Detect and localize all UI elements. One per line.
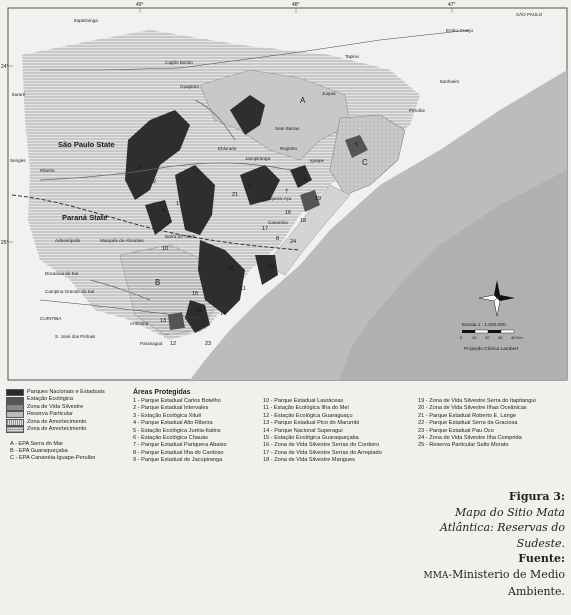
legend-categories <box>6 389 128 462</box>
area-number: 16 <box>285 210 292 216</box>
area-item: 11 - Estação Ecológica Ilha do Mel <box>263 405 349 412</box>
area-number: 1 <box>176 201 180 207</box>
figure-title-line: Mapa do Sitio Mata <box>455 505 565 519</box>
city-label: Juquiá <box>322 91 336 96</box>
grid-label-left: 24° <box>1 64 9 70</box>
source-heading: Fuente: <box>518 552 565 565</box>
area-number: 24 <box>290 239 297 245</box>
city-label: S. José dos Pinhais <box>55 334 96 339</box>
city-label: Iguape <box>310 158 325 163</box>
legend-label: Zona de Vida Silvestre <box>27 403 84 410</box>
scale-tick: 30 <box>498 335 503 340</box>
zone-letter-c: C <box>362 158 368 167</box>
legend-row <box>6 404 128 411</box>
area-number: 17 <box>262 226 269 232</box>
scale-tick: 40 Km <box>511 335 523 340</box>
city-label: Eldorado <box>218 146 237 151</box>
epa-list <box>6 441 128 462</box>
city-label: Capão Bonito <box>165 60 193 65</box>
zone-letter-b: B <box>155 278 161 287</box>
city-label: Paranaguá <box>140 341 163 346</box>
area-item: 14 - Parque Nacional Superagui <box>263 427 343 434</box>
city-label: Sete Barras <box>275 126 300 131</box>
area-item: 5 - Estação Ecológica Juréia-Itatins <box>133 427 221 434</box>
area-number: 23 <box>205 341 212 347</box>
city-label: Pariquera-Açu <box>262 196 292 201</box>
area-number: 19 <box>315 196 322 202</box>
scale-tick: 10 <box>472 335 477 340</box>
figure-number: Figura 3: <box>508 490 565 503</box>
area-item: 15 - Estação Ecológica Guaraqueçaba <box>263 435 359 442</box>
state-label-sp: São Paulo State <box>58 140 115 149</box>
area-item: 19 - Zona de Vida Silvestre Serra do Itapitangui <box>418 398 536 404</box>
legend-label: Reserva Particular <box>27 411 74 418</box>
city-label: Itararé <box>12 92 26 97</box>
area-item: 17 - Zona de Vida Silvestre Serras do Arrepiado <box>263 449 382 456</box>
city-label: Ribeira <box>40 168 55 173</box>
source-line <box>355 567 565 585</box>
area-item: 23 - Parque Estadual Pau Oco <box>418 427 494 434</box>
areas-column-2 <box>263 398 382 465</box>
area-number: 15 <box>192 291 199 297</box>
city-label: Marquês de Abrantes <box>100 238 144 243</box>
area-item: 13 - Parque Estadual Pico do Marumbi <box>263 420 360 427</box>
area-item: 6 - Estação Ecológica Chauás <box>133 435 208 442</box>
city-label: Itanhaém <box>440 79 460 84</box>
area-item: 9 - Parque Estadual de Jacupiranga <box>133 457 223 464</box>
city-label: Sengés <box>10 158 26 163</box>
scale-text: Escala 1 : 1.000.000 <box>462 323 506 328</box>
city-label: Tapiraí <box>345 54 359 59</box>
area-number: 7 <box>285 189 289 195</box>
legend-label: Zona de Amortecimento <box>27 418 87 425</box>
epa-item: B - EPA Guaraqueçaba <box>10 448 68 455</box>
projection-text: Projeção Cônica Lambert <box>464 347 519 352</box>
city-label: Bocaiúva do Sul <box>45 271 79 276</box>
swatch-gray <box>6 404 24 411</box>
city-label: CURITIBA <box>40 316 62 321</box>
figure-title-line: Atlântica: Reservas do <box>440 521 565 534</box>
city-label: Registro <box>280 146 298 151</box>
legend-label: Parques Nacionais e Estaduais <box>27 389 105 395</box>
city-label: SÃO PAULO <box>516 12 543 17</box>
area-item: 1 - Parque Estadual Carlos Botelho <box>133 398 221 404</box>
scale-tick: 0 <box>460 335 463 340</box>
city-label: Jacupiranga <box>245 156 271 161</box>
area-number: 10 <box>162 246 169 252</box>
grid-label-top: 47° <box>448 2 456 8</box>
areas-title: Áreas Protegidas <box>133 389 191 396</box>
area-item: 2 - Parque Estadual Intervales <box>133 405 209 412</box>
area-number: 5 <box>355 142 359 148</box>
grid-label-left: 25° <box>1 240 9 246</box>
zone-letter-a: A <box>300 96 306 105</box>
city-label: Guapiara <box>180 84 199 89</box>
area-number: 14 <box>220 311 227 317</box>
area-number: 6 <box>304 177 308 183</box>
area-item: 18 - Zona de Vida Silvestre Mangues <box>263 457 355 464</box>
city-label: Antonina <box>130 321 149 326</box>
area-number: 3 <box>162 208 166 214</box>
legend-row <box>6 426 128 433</box>
grid-label-top: 48° <box>292 2 300 8</box>
swatch-dark <box>6 389 24 396</box>
area-item: 10 - Parque Estadual Lauráceas <box>263 398 344 404</box>
area-number: 8 <box>276 236 280 242</box>
legend-row <box>6 396 128 403</box>
area-number: 25 <box>228 266 235 272</box>
area-item: 7 - Parque Estadual Pariquera Abaixo <box>133 442 227 449</box>
epa-item: C - EPA Cananéia-Iguape-Peruíbe <box>10 455 96 462</box>
area-number: 11 <box>240 286 246 292</box>
area-number: 4 <box>138 164 142 170</box>
scale-tick: 20 <box>485 335 490 340</box>
area-number: 13 <box>160 318 167 324</box>
swatch-hatch-vertical <box>6 419 24 426</box>
area-number: 18 <box>300 218 307 224</box>
area-item: 22 - Parque Estadual Serra da Graciosa <box>418 420 518 427</box>
source-abbr: MMA <box>423 570 449 581</box>
area-number: 2 <box>153 179 157 185</box>
areas-column-1 <box>133 398 227 465</box>
epa-item: A - EPA Serra do Mar <box>10 441 64 448</box>
city-label: Embu-Guaçu <box>446 28 474 33</box>
area-number: 22 <box>196 308 203 314</box>
area-item: 24 - Zona de Vida Silvestre Ilha Comprida <box>418 435 522 442</box>
legend-row <box>6 411 128 418</box>
legend-row <box>6 389 128 396</box>
area-item: 21 - Parque Estadual Roberto E. Lange <box>418 412 516 419</box>
city-label: Campina Grande do Sul <box>45 289 95 294</box>
legend-label: Estação Ecológica <box>27 396 74 403</box>
area-item: 8 - Parque Estadual Ilha do Cardoso <box>133 449 224 456</box>
source-line-2: Ambiente. <box>508 585 565 598</box>
city-label: Barra do Turvo <box>165 234 196 239</box>
swatch-hatch-horizontal <box>6 426 24 433</box>
swatch-light <box>6 411 24 418</box>
area-item: 25 - Reserva Particular Salto Morato <box>418 442 509 449</box>
source-text: -Ministerio de Medio <box>448 567 565 581</box>
figure-title-line: Sudeste. <box>516 536 565 550</box>
scale-bar <box>462 330 514 333</box>
area-number: 21 <box>232 192 239 198</box>
area-item: 12 - Estação Ecológica Guaraguaçu <box>263 412 353 419</box>
area-number: 12 <box>170 341 177 347</box>
area-number: 20 <box>268 264 275 270</box>
city-label: Peruíbe <box>409 108 426 113</box>
legend-label: Zona de Amortecimento <box>27 425 87 432</box>
area-item: 4 - Parque Estadual Alto Ribeira <box>133 420 213 427</box>
area-number: 9 <box>248 184 252 190</box>
city-label: Adrianópolis <box>55 238 81 243</box>
area-item: 16 - Zona de Vida Silvestre Serras do Cordeiro <box>263 442 380 449</box>
city-label: Itapetininga <box>74 18 98 23</box>
area-item: 20 - Zona de Vida Silvestre Ilhas Oceânicas <box>418 405 527 412</box>
state-label-pr: Paraná State <box>62 213 108 222</box>
area-item: 3 - Estação Ecológica Xituê <box>133 412 202 419</box>
figure-caption <box>355 489 565 600</box>
legend-row <box>6 419 128 426</box>
swatch-dark-gray <box>6 397 24 404</box>
grid-label-top: 49° <box>136 2 144 8</box>
city-label: Cananéia <box>268 220 288 225</box>
areas-column-3 <box>418 398 536 450</box>
